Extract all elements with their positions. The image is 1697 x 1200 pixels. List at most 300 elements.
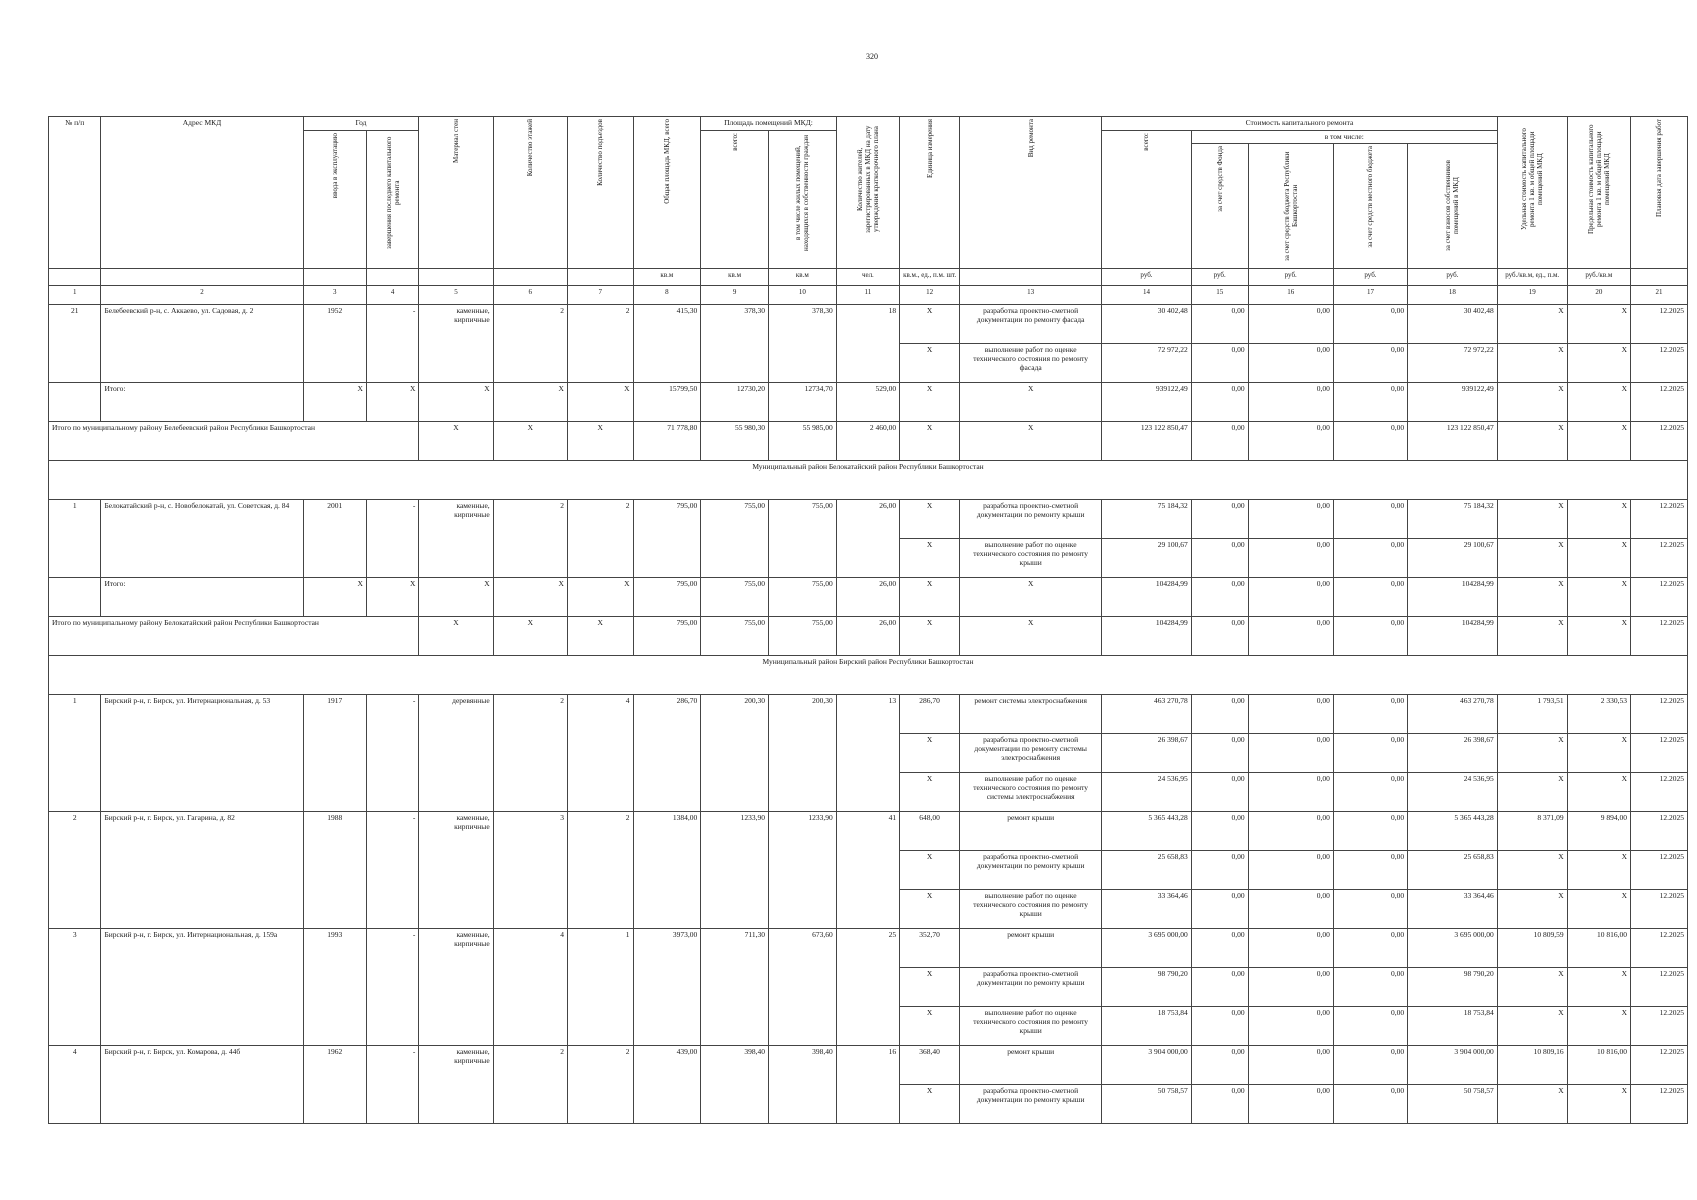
cell-o: 72 972,22: [1408, 344, 1498, 383]
cell-uc: X: [1497, 773, 1567, 812]
cell-f: 0,00: [1191, 812, 1248, 851]
cell-w: разработка проектно-сметной документации по ремонту крыши: [960, 851, 1102, 890]
cell-uc: 10 809,59: [1497, 929, 1567, 968]
cell-w: ремонт системы электроснабжения: [960, 695, 1102, 734]
cell-t: 24 536,95: [1102, 773, 1192, 812]
cell-uc: X: [1497, 500, 1567, 539]
cell-uc: X: [1497, 422, 1567, 461]
col-number-header: № п/п: [49, 117, 101, 269]
district-ta: 71 778,80: [633, 422, 701, 461]
cell-d: 12.2025: [1631, 890, 1688, 929]
cell-d: 12.2025: [1631, 500, 1688, 539]
cell-rb: 0,00: [1248, 305, 1333, 344]
cell-u: X: [900, 344, 960, 383]
cell-u: X: [900, 617, 960, 656]
cell-w: ремонт крыши: [960, 812, 1102, 851]
column-number-cell: 12: [900, 286, 960, 305]
cell-lb: 0,00: [1333, 812, 1407, 851]
cell-d: 12.2025: [1631, 812, 1688, 851]
cell-f: 0,00: [1191, 968, 1248, 1007]
cell-lc: X: [1567, 968, 1630, 1007]
cell-f: 0,00: [1191, 773, 1248, 812]
year-last-repair: -: [366, 695, 418, 812]
premises-area: 200,30: [701, 695, 769, 812]
cell-o: 98 790,20: [1408, 968, 1498, 1007]
total-pc: 755,00: [768, 578, 836, 617]
cell-lb: 0,00: [1333, 578, 1407, 617]
cell-w: выполнение работ по оценке технического состояния по ремонту крыши: [960, 539, 1102, 578]
col-unit-cost-header: Удельная стоимость капитального ремонта 1 кв. м общей площади помещений МКД: [1497, 117, 1567, 269]
total-y2: X: [366, 383, 418, 422]
total-row: [49, 578, 1688, 617]
column-number-cell: 7: [567, 286, 633, 305]
cell-f: 0,00: [1191, 734, 1248, 773]
col-year-header: Год: [303, 117, 419, 131]
cell-rb: 0,00: [1248, 851, 1333, 890]
empty-cell: [49, 383, 101, 422]
cell-lc: X: [1567, 617, 1630, 656]
unit-cell: руб.: [1102, 269, 1192, 286]
cell-lb: 0,00: [1333, 500, 1407, 539]
cell-o: 24 536,95: [1408, 773, 1498, 812]
cell-o: 5 365 443,28: [1408, 812, 1498, 851]
cell-u: X: [900, 539, 960, 578]
column-numbers-row: [49, 286, 1688, 305]
total-label: Итого:: [101, 578, 303, 617]
district-en: X: [567, 617, 633, 656]
district-pa: 55 980,30: [701, 422, 769, 461]
col-premises-contrib-header: в том числе жилых помещений, находящихся в собственности граждан: [768, 130, 836, 269]
cell-lb: 0,00: [1333, 695, 1407, 734]
column-number-cell: 17: [1333, 286, 1407, 305]
district-ta: 795,00: [633, 617, 701, 656]
table-row: [49, 305, 1688, 344]
cell-lc: X: [1567, 890, 1630, 929]
cell-o: 104284,99: [1408, 578, 1498, 617]
cell-t: 18 753,84: [1102, 1007, 1192, 1046]
cell-o: 50 758,57: [1408, 1085, 1498, 1124]
cell-lc: 10 816,00: [1567, 1046, 1630, 1085]
address: Бирский р-н, г. Бирск, ул. Гагарина, д. 82: [101, 812, 303, 929]
cell-f: 0,00: [1191, 890, 1248, 929]
cell-d: 12.2025: [1631, 383, 1688, 422]
total-en: X: [567, 578, 633, 617]
cell-u: X: [900, 851, 960, 890]
cell-lc: X: [1567, 773, 1630, 812]
col-total-area-header: Общая площадь МКД, всего: [633, 117, 701, 269]
cell-t: 104284,99: [1102, 617, 1192, 656]
cell-u: 352,70: [900, 929, 960, 968]
cell-uc: X: [1497, 851, 1567, 890]
cell-u: 648,00: [900, 812, 960, 851]
district-total-row: [49, 422, 1688, 461]
cell-lb: 0,00: [1333, 773, 1407, 812]
row-number: 3: [49, 929, 101, 1046]
column-number-cell: 11: [836, 286, 899, 305]
unit-cell: кв.м: [768, 269, 836, 286]
floors: 2: [493, 500, 567, 578]
cell-lb: 0,00: [1333, 1085, 1407, 1124]
cell-lb: 0,00: [1333, 734, 1407, 773]
district-fl: X: [493, 617, 567, 656]
cell-f: 0,00: [1191, 305, 1248, 344]
col-residents-header: Количество жителей, зарегистрированных в МКД на дату утверждения краткосрочного плана: [836, 117, 899, 269]
cell-d: 12.2025: [1631, 1007, 1688, 1046]
cell-u: X: [900, 968, 960, 1007]
cell-lb: 0,00: [1333, 383, 1407, 422]
cell-o: 25 658,83: [1408, 851, 1498, 890]
cell-t: 75 184,32: [1102, 500, 1192, 539]
cell-uc: 8 371,09: [1497, 812, 1567, 851]
cell-t: 25 658,83: [1102, 851, 1192, 890]
cell-t: 939122,49: [1102, 383, 1192, 422]
unit-cell: руб.: [1408, 269, 1498, 286]
cell-uc: X: [1497, 539, 1567, 578]
cell-rb: 0,00: [1248, 578, 1333, 617]
col-material-header: Материал стен: [419, 117, 493, 269]
cell-d: 12.2025: [1631, 539, 1688, 578]
cell-w: выполнение работ по оценке технического состояния по ремонту крыши: [960, 890, 1102, 929]
unit-cell: руб.: [1248, 269, 1333, 286]
cell-lb: 0,00: [1333, 422, 1407, 461]
entrances: 2: [567, 500, 633, 578]
total-y1: X: [303, 578, 366, 617]
cell-d: 12.2025: [1631, 929, 1688, 968]
cell-t: 26 398,67: [1102, 734, 1192, 773]
column-number-cell: 13: [960, 286, 1102, 305]
district-total-label: Итого по муниципальному району Белебеевский район Республики Башкортостан: [49, 422, 419, 461]
cell-rb: 0,00: [1248, 383, 1333, 422]
total-fl: X: [493, 383, 567, 422]
cell-lb: 0,00: [1333, 1046, 1407, 1085]
premises-area: 378,30: [701, 305, 769, 383]
cell-u: 368,40: [900, 1046, 960, 1085]
capital-repair-table: [48, 116, 1688, 1124]
cell-o: 3 904 000,00: [1408, 1046, 1498, 1085]
year-commissioning: 2001: [303, 500, 366, 578]
cell-uc: X: [1497, 344, 1567, 383]
cell-uc: X: [1497, 578, 1567, 617]
cell-w: выполнение работ по оценке технического состояния по ремонту фасада: [960, 344, 1102, 383]
floors: 4: [493, 929, 567, 1046]
wall-material: каменные, кирпичные: [419, 305, 493, 383]
cell-f: 0,00: [1191, 695, 1248, 734]
col-repair-type-header: Вид ремонта: [960, 117, 1102, 269]
cell-w: разработка проектно-сметной документации по ремонту крыши: [960, 1085, 1102, 1124]
cell-d: 12.2025: [1631, 734, 1688, 773]
premises-contrib: 755,00: [768, 500, 836, 578]
cell-f: 0,00: [1191, 851, 1248, 890]
address: Бирский р-н, г. Бирск, ул. Интернациональная, д. 159а: [101, 929, 303, 1046]
col-fund-header: за счет средств Фонда: [1191, 144, 1248, 269]
cell-w: разработка проектно-сметной документации по ремонту крыши: [960, 968, 1102, 1007]
col-owners-header: за счет взносов собственников помещений в МКД: [1408, 144, 1498, 269]
year-last-repair: -: [366, 812, 418, 929]
cell-o: 18 753,84: [1408, 1007, 1498, 1046]
col-cost-total-header: всего:: [1102, 130, 1192, 269]
unit-cell: руб.: [1191, 269, 1248, 286]
cell-w: X: [960, 422, 1102, 461]
cell-w: разработка проектно-сметной документации по ремонту крыши: [960, 500, 1102, 539]
cell-u: X: [900, 422, 960, 461]
cell-uc: X: [1497, 383, 1567, 422]
section-title: Муниципальный район Белокатайский район Республики Башкортостан: [49, 461, 1688, 500]
col-commissioning-header: ввода в эксплуатацию: [303, 130, 366, 269]
col-plan-date-header: Плановая дата завершения работ: [1631, 117, 1688, 269]
cell-uc: X: [1497, 890, 1567, 929]
col-entrances-header: Количество подъездов: [567, 117, 633, 269]
cell-d: 12.2025: [1631, 617, 1688, 656]
cell-f: 0,00: [1191, 1046, 1248, 1085]
cell-o: 75 184,32: [1408, 500, 1498, 539]
cell-w: X: [960, 617, 1102, 656]
col-unit-header: Единица измерения: [900, 117, 960, 269]
row-number: 1: [49, 500, 101, 578]
cell-w: разработка проектно-сметной документации по ремонту системы электроснабжения: [960, 734, 1102, 773]
row-number: 21: [49, 305, 101, 383]
total-label: Итого:: [101, 383, 303, 422]
cell-uc: X: [1497, 1007, 1567, 1046]
cell-o: 30 402,48: [1408, 305, 1498, 344]
cell-uc: 1 793,51: [1497, 695, 1567, 734]
unit-cell: [49, 269, 101, 286]
district-total-label: Итого по муниципальному району Белокатайский район Республики Башкортостан: [49, 617, 419, 656]
total-area: 1384,00: [633, 812, 701, 929]
column-number-cell: 2: [101, 286, 303, 305]
cell-lc: X: [1567, 539, 1630, 578]
cell-rb: 0,00: [1248, 968, 1333, 1007]
table-row: [49, 500, 1688, 539]
district-pa: 755,00: [701, 617, 769, 656]
section-row: [49, 461, 1688, 500]
cell-rb: 0,00: [1248, 344, 1333, 383]
district-fl: X: [493, 422, 567, 461]
col-republic-header: за счет средств бюджета Республики Башкортостан: [1248, 144, 1333, 269]
cell-d: 12.2025: [1631, 695, 1688, 734]
residents: 16: [836, 1046, 899, 1124]
floors: 2: [493, 695, 567, 812]
cell-lb: 0,00: [1333, 1007, 1407, 1046]
cell-t: 104284,99: [1102, 578, 1192, 617]
cell-o: 26 398,67: [1408, 734, 1498, 773]
cell-t: 463 270,78: [1102, 695, 1192, 734]
district-total-row: [49, 617, 1688, 656]
column-number-cell: 9: [701, 286, 769, 305]
cell-w: ремонт крыши: [960, 1046, 1102, 1085]
year-commissioning: 1917: [303, 695, 366, 812]
cell-rb: 0,00: [1248, 890, 1333, 929]
year-commissioning: 1952: [303, 305, 366, 383]
cell-f: 0,00: [1191, 383, 1248, 422]
cell-d: 12.2025: [1631, 1046, 1688, 1085]
total-area: 415,30: [633, 305, 701, 383]
column-number-cell: 21: [1631, 286, 1688, 305]
cell-lc: 2 330,53: [1567, 695, 1630, 734]
residents: 18: [836, 305, 899, 383]
unit-cell: [419, 269, 493, 286]
cell-uc: X: [1497, 734, 1567, 773]
header-row-1: [49, 117, 1688, 131]
row-number: 1: [49, 695, 101, 812]
total-pc: 12734,70: [768, 383, 836, 422]
total-area: 286,70: [633, 695, 701, 812]
cell-uc: 10 809,16: [1497, 1046, 1567, 1085]
total-fl: X: [493, 578, 567, 617]
table-row: [49, 929, 1688, 968]
unit-cell: [960, 269, 1102, 286]
cell-u: X: [900, 578, 960, 617]
cell-u: X: [900, 734, 960, 773]
col-premises-total-header: всего:: [701, 130, 769, 269]
cell-uc: X: [1497, 1085, 1567, 1124]
cell-w: выполнение работ по оценке технического состояния по ремонту системы электроснабжения: [960, 773, 1102, 812]
cell-w: выполнение работ по оценке технического состояния по ремонту крыши: [960, 1007, 1102, 1046]
residents: 25: [836, 929, 899, 1046]
cell-u: X: [900, 500, 960, 539]
cell-lc: X: [1567, 500, 1630, 539]
cell-lc: X: [1567, 851, 1630, 890]
year-last-repair: -: [366, 929, 418, 1046]
floors: 2: [493, 305, 567, 383]
cell-t: 3 695 000,00: [1102, 929, 1192, 968]
cell-rb: 0,00: [1248, 617, 1333, 656]
cell-u: X: [900, 773, 960, 812]
cell-o: 463 270,78: [1408, 695, 1498, 734]
cell-lc: X: [1567, 383, 1630, 422]
cell-d: 12.2025: [1631, 578, 1688, 617]
total-res: 26,00: [836, 578, 899, 617]
wall-material: каменные, кирпичные: [419, 812, 493, 929]
residents: 26,00: [836, 500, 899, 578]
cell-lb: 0,00: [1333, 890, 1407, 929]
unit-cell: чел.: [836, 269, 899, 286]
residents: 13: [836, 695, 899, 812]
cell-lc: X: [1567, 422, 1630, 461]
cell-rb: 0,00: [1248, 773, 1333, 812]
table-row: [49, 1046, 1688, 1085]
cell-o: 123 122 850,47: [1408, 422, 1498, 461]
premises-contrib: 673,60: [768, 929, 836, 1046]
district-pc: 55 985,00: [768, 422, 836, 461]
entrances: 2: [567, 812, 633, 929]
year-last-repair: -: [366, 1046, 418, 1124]
cell-t: 30 402,48: [1102, 305, 1192, 344]
col-cost-incl-header: в том числе:: [1191, 130, 1497, 144]
cell-lb: 0,00: [1333, 968, 1407, 1007]
year-commissioning: 1993: [303, 929, 366, 1046]
district-res: 26,00: [836, 617, 899, 656]
wall-material: деревянные: [419, 695, 493, 812]
district-mat: X: [419, 617, 493, 656]
cell-rb: 0,00: [1248, 1007, 1333, 1046]
col-premises-header: Площадь помещений МКД:: [701, 117, 836, 131]
cell-rb: 0,00: [1248, 695, 1333, 734]
cell-f: 0,00: [1191, 1007, 1248, 1046]
total-area: 3973,00: [633, 929, 701, 1046]
column-number-cell: 14: [1102, 286, 1192, 305]
row-number: 4: [49, 1046, 101, 1124]
cell-o: 939122,49: [1408, 383, 1498, 422]
entrances: 4: [567, 695, 633, 812]
empty-cell: [49, 578, 101, 617]
year-last-repair: -: [366, 500, 418, 578]
unit-cell: кв.м., ед., п.м. шт.: [900, 269, 960, 286]
cell-f: 0,00: [1191, 578, 1248, 617]
column-number-cell: 6: [493, 286, 567, 305]
unit-cell: руб./кв.м, ед., п.м.: [1497, 269, 1567, 286]
column-number-cell: 16: [1248, 286, 1333, 305]
cell-lc: X: [1567, 344, 1630, 383]
cell-lc: X: [1567, 734, 1630, 773]
cell-t: 5 365 443,28: [1102, 812, 1192, 851]
cell-t: 72 972,22: [1102, 344, 1192, 383]
year-last-repair: -: [366, 305, 418, 383]
cell-d: 12.2025: [1631, 851, 1688, 890]
page-number: 320: [866, 52, 878, 61]
cell-u: 286,70: [900, 695, 960, 734]
table-body: [49, 117, 1688, 1124]
column-number-cell: 18: [1408, 286, 1498, 305]
cell-lb: 0,00: [1333, 539, 1407, 578]
cell-o: 3 695 000,00: [1408, 929, 1498, 968]
premises-area: 398,40: [701, 1046, 769, 1124]
unit-cell: [101, 269, 303, 286]
total-en: X: [567, 383, 633, 422]
cell-lb: 0,00: [1333, 305, 1407, 344]
cell-lb: 0,00: [1333, 617, 1407, 656]
cell-u: X: [900, 383, 960, 422]
cell-t: 50 758,57: [1102, 1085, 1192, 1124]
cell-rb: 0,00: [1248, 812, 1333, 851]
column-number-cell: 5: [419, 286, 493, 305]
unit-cell: [366, 269, 418, 286]
unit-cell: руб.: [1333, 269, 1407, 286]
cell-w: разработка проектно-сметной документации по ремонту фасада: [960, 305, 1102, 344]
cell-d: 12.2025: [1631, 773, 1688, 812]
column-number-cell: 8: [633, 286, 701, 305]
cell-o: 29 100,67: [1408, 539, 1498, 578]
cell-lb: 0,00: [1333, 929, 1407, 968]
cell-lc: X: [1567, 1085, 1630, 1124]
cell-w: X: [960, 578, 1102, 617]
wall-material: каменные, кирпичные: [419, 500, 493, 578]
unit-cell: [493, 269, 567, 286]
cell-uc: X: [1497, 305, 1567, 344]
premises-contrib: 378,30: [768, 305, 836, 383]
total-row: [49, 383, 1688, 422]
cell-t: 123 122 850,47: [1102, 422, 1192, 461]
total-mat: X: [419, 383, 493, 422]
year-commissioning: 1962: [303, 1046, 366, 1124]
total-res: 529,00: [836, 383, 899, 422]
cell-lc: 9 894,00: [1567, 812, 1630, 851]
district-mat: X: [419, 422, 493, 461]
unit-cell: [303, 269, 366, 286]
unit-cell: [567, 269, 633, 286]
total-ta: 795,00: [633, 578, 701, 617]
cell-lc: X: [1567, 578, 1630, 617]
cell-rb: 0,00: [1248, 500, 1333, 539]
cell-f: 0,00: [1191, 617, 1248, 656]
premises-contrib: 398,40: [768, 1046, 836, 1124]
col-address-header: Адрес МКД: [101, 117, 303, 269]
cell-u: X: [900, 305, 960, 344]
row-number: 2: [49, 812, 101, 929]
cell-w: ремонт крыши: [960, 929, 1102, 968]
column-number-cell: 19: [1497, 286, 1567, 305]
column-number-cell: 3: [303, 286, 366, 305]
premises-contrib: 1233,90: [768, 812, 836, 929]
